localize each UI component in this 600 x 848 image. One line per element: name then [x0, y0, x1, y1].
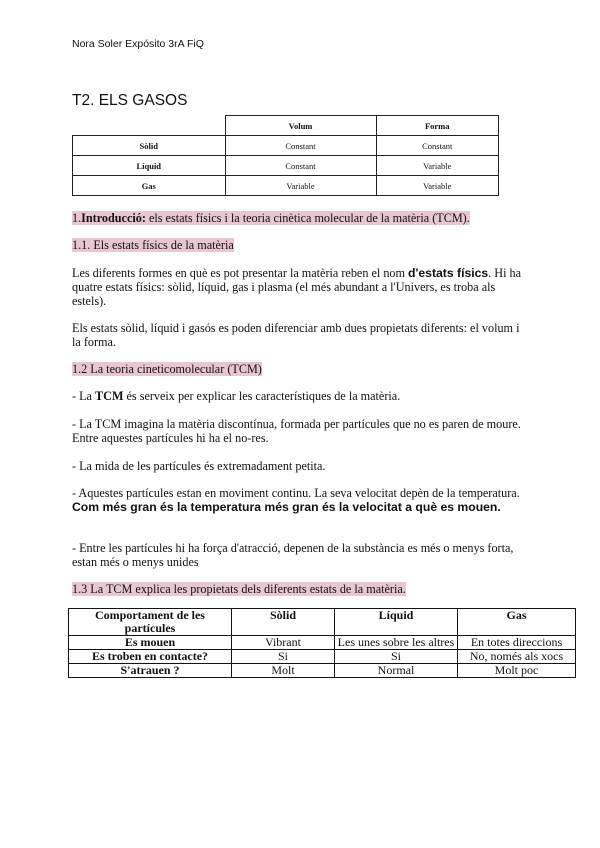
bullet-motion: [72, 486, 530, 514]
row-label-cell: Gas: [73, 176, 226, 196]
particle-behaviour-table: [68, 608, 576, 678]
table-cell: Vibrant: [232, 636, 335, 650]
section-1-highlight: [72, 211, 470, 225]
table-row: [69, 650, 576, 664]
bullet-text: és serveix per explicar les característiques de la matèria.: [123, 389, 401, 403]
bullet-text: - La: [72, 389, 96, 403]
table-cell: Molt: [232, 664, 335, 678]
header-cell: Volum: [225, 116, 376, 136]
table-row: [73, 176, 499, 196]
table-cell: Si: [232, 650, 335, 664]
table-cell: Variable: [376, 176, 499, 196]
table-row: [73, 136, 499, 156]
table-cell: Molt poc: [458, 664, 576, 678]
paragraph-volume-shape: Els estats sòlid, líquid i gasós es poden diferenciar amb dues propietats diferents: el volum i la forma.: [72, 321, 520, 349]
paragraph-states: [72, 266, 530, 308]
table-header-row: [73, 116, 499, 136]
table-cell: Les unes sobre les altres: [335, 636, 458, 650]
row-label-cell: Es troben en contacte?: [69, 650, 232, 664]
section-1-3-heading: [72, 582, 530, 596]
header-cell: Sòlid: [232, 609, 335, 636]
section-1-2-highlight: 1.2 La teoria cineticomolecular (TCM): [72, 362, 262, 376]
table-row: [69, 664, 576, 678]
header-cell: Comportament de les partícules: [69, 609, 232, 636]
page-title: T2. ELS GASOS: [72, 92, 188, 109]
table-cell: Si: [335, 650, 458, 664]
section-bold-title: Introducció:: [81, 211, 146, 225]
section-rest-title: els estats físics i la teoria cinètica molecular de la matèria (TCM).: [145, 211, 470, 225]
header-cell: Líquid: [335, 609, 458, 636]
section-number: 1.: [72, 211, 82, 225]
section-1-3-highlight: 1.3 La TCM explica les propietats dels diferents estats de la matèria.: [72, 582, 406, 596]
paragraph-text: Les diferents formes en què es pot presentar la matèria reben el nom: [72, 266, 409, 280]
header-cell: Forma: [376, 116, 499, 136]
table-cell: Constant: [225, 156, 376, 176]
bullet-discontinuous: - La TCM imagina la matèria discontínua, formada per partícules que no es paren de moure. Entre aquestes partícules hi ha el no-res.: [72, 417, 521, 445]
row-label-cell: Sòlid: [73, 136, 226, 156]
author-line: Nora Soler Expósito 3rA FiQ: [72, 38, 204, 50]
table-row: [73, 156, 499, 176]
table-cell: Variable: [225, 176, 376, 196]
bullet-text: - Aquestes partícules estan en moviment continu. La seva velocitat depèn de la temperatura.: [72, 486, 520, 500]
section-1-1-highlight: 1.1. Els estats físics de la matèria: [72, 238, 234, 252]
section-1-2-heading: [72, 362, 530, 376]
row-label-cell: S'atrauen ?: [69, 664, 232, 678]
table-cell: Constant: [225, 136, 376, 156]
bold-term: d'estats físics: [408, 266, 489, 280]
bullet-size: - La mida de les partícules és extremadament petita.: [72, 459, 326, 473]
table-cell: Constant: [376, 136, 499, 156]
table-cell: En totes direccions: [458, 636, 576, 650]
bullet-attraction: - Entre les partícules hi ha força d'atracció, depenen de la substància es més o menys forta, estan més o menys unides: [72, 541, 514, 569]
table-cell: Variable: [376, 156, 499, 176]
table-cell: No, només als xocs: [458, 650, 576, 664]
bold-statement: Com més gran és la temperatura més gran és la velocitat a què es mouen.: [72, 500, 501, 514]
table-header-row: [69, 609, 576, 636]
table-row: [69, 636, 576, 650]
header-cell: Gas: [458, 609, 576, 636]
row-label-cell: Es mouen: [69, 636, 232, 650]
paragraph-text: . Hi ha quatre estats físics: sòlid, líquid, gas i plasma (el més abundant a l'Univers, es troba als estels).: [72, 266, 522, 308]
bold-term: TCM: [95, 389, 124, 403]
row-label-cell: Líquid: [73, 156, 226, 176]
table-corner-cell: [73, 116, 226, 136]
states-summary-table: [72, 115, 499, 196]
bullet-tcm: [72, 389, 530, 403]
section-1-1-heading: [72, 238, 530, 252]
table-cell: Normal: [335, 664, 458, 678]
section-1-heading: [72, 211, 530, 225]
